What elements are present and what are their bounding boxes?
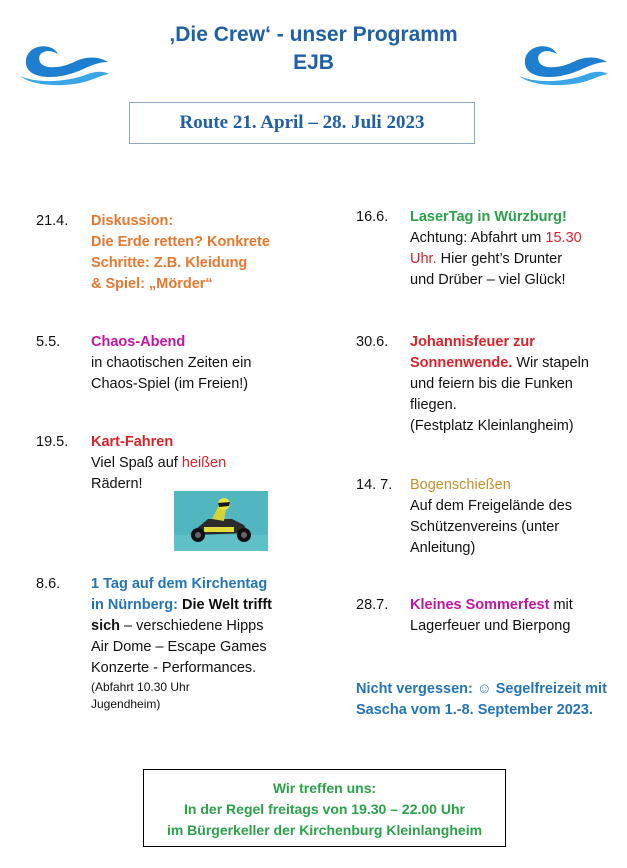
event-small: Jugendheim)	[91, 697, 161, 711]
event-line: Air Dome – Escape Games	[91, 639, 267, 655]
route-box: Route 21. April – 28. Juli 2023	[129, 102, 475, 144]
event-title: Chaos-Abend	[91, 334, 186, 350]
event-title: Bogenschießen	[410, 477, 511, 493]
event-title: Diskussion:	[91, 213, 174, 229]
event-date: 21.4.	[36, 213, 69, 229]
event-title: Kart-Fahren	[91, 434, 174, 450]
page-title: ‚Die Crew‘ - unser Programm	[169, 23, 458, 46]
event-date: 30.6.	[356, 334, 389, 350]
event-line: (Festplatz Kleinlangheim)	[410, 418, 574, 434]
event-date: 28.7.	[356, 597, 389, 613]
event-date: 14. 7.	[356, 477, 393, 493]
event-line: Hier geht’s Drunter	[436, 251, 563, 267]
event-title: Kleines Sommerfest	[410, 597, 550, 613]
event-line: und feiern bis die Funken	[410, 376, 573, 392]
event-line: Lagerfeuer und Bierpong	[410, 618, 571, 634]
event-line: mit	[549, 597, 573, 613]
meeting-info-box	[143, 769, 506, 847]
event-line: – verschiedene Hipps	[120, 618, 264, 634]
event-line: fliegen.	[410, 397, 457, 413]
event-line: Die Erde retten? Konkrete	[91, 234, 270, 250]
event-date: 16.6.	[356, 209, 389, 225]
event-date: 19.5.	[36, 434, 69, 450]
event-line: Anleitung)	[410, 540, 476, 556]
event-line: Achtung: Abfahrt um	[410, 230, 546, 246]
note-line: Nicht vergessen: ☺ Segelfreizeit mit	[356, 681, 607, 697]
event-line: und Drüber – viel Glück!	[410, 272, 566, 288]
event-title: 1 Tag auf dem Kirchentag	[91, 576, 268, 592]
event-line: Wir stapeln	[512, 355, 589, 371]
event-small: (Abfahrt 10.30 Uhr	[91, 680, 190, 694]
wave-icon	[18, 38, 110, 88]
event-title: LaserTag in Würzburg!	[410, 209, 567, 225]
event-title: Sonnenwende.	[410, 355, 513, 371]
event-line: Schritte: Z.B. Kleidung	[91, 255, 248, 271]
event-title: in Nürnberg:	[91, 597, 178, 613]
footer-line: Wir treffen uns:	[272, 780, 377, 796]
event-line: Chaos-Spiel (im Freien!)	[91, 376, 249, 392]
event-line: Konzerte - Performances.	[91, 660, 257, 676]
go-kart-image	[174, 491, 268, 551]
page-subtitle: EJB	[293, 51, 334, 74]
event-line: Die Welt trifft	[178, 597, 272, 613]
event-line: sich	[91, 618, 121, 634]
event-highlight: Uhr.	[410, 251, 437, 267]
event-line: in chaotischen Zeiten ein	[91, 355, 252, 371]
footer-line: im Bürgerkeller der Kirchenburg Kleinlangheim	[166, 822, 483, 838]
event-date: 5.5.	[36, 334, 61, 350]
reminder-note	[356, 679, 618, 721]
wave-icon	[517, 38, 609, 88]
event-line: Rädern!	[91, 476, 143, 492]
event-line: Auf dem Freigelände des	[410, 498, 573, 514]
event-highlight: 15.30	[545, 230, 582, 246]
event-line: Viel Spaß auf	[91, 455, 182, 471]
event-title: Johannisfeuer zur	[410, 334, 535, 350]
event-date: 8.6.	[36, 576, 61, 592]
event-line: & Spiel: „Mörder“	[91, 276, 213, 292]
event-line: Schützenvereins (unter	[410, 519, 560, 535]
note-line: Sascha vom 1.-8. September 2023.	[356, 702, 593, 718]
event-highlight: heißen	[181, 455, 227, 471]
footer-line: In der Regel freitags von 19.30 – 22.00 Uhr	[184, 801, 465, 817]
